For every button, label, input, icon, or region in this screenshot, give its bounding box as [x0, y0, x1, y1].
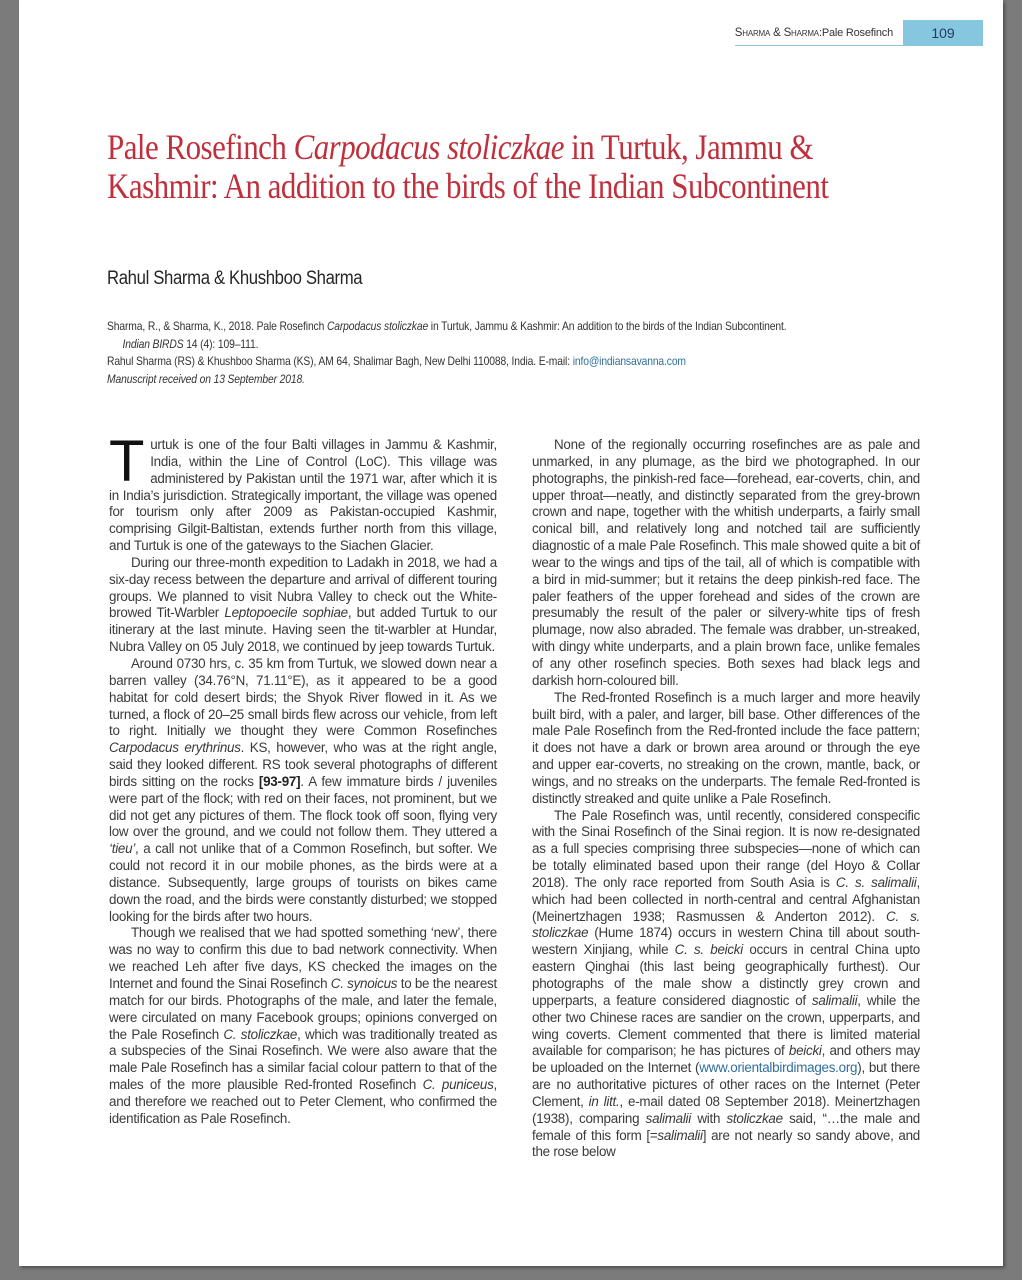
paragraph: During our three-month expedition to Ladakh in 2018, we had a six-day recess between the departure and arrival of different touring groups. We planned to visit Nubra Valley to check out the White-browed Tit-Warbler Leptopoecile sophiae, but added Turtuk to our itinerary at the last minute. Having seen the tit-warbler at Hundar, Nubra Valley on 05 July 2018, we continued by jeep towards Turtuk.: [109, 554, 497, 655]
manuscript-received: Manuscript received on 13 September 2018.: [107, 371, 305, 386]
article-authors: Rahul Sharma & Khushboo Sharma: [107, 268, 363, 289]
paragraph: The Pale Rosefinch was, until recently, considered conspecific with the Sinai Rosefinch of the Sinai region. It is now re-designated as a full species comprising three subspecies—none of which can be totally eliminated based upon their range (del Hoyo & Collar 2018). The only race reported from South Asia is C. s. salimalii, which had been collected in north-central and central Afghanistan (Meinertzhagen 1938; Rasmussen & Anderton 2012). C. s. stoliczkae (Hume 1874) occurs in western China till about south-western Xinjiang, while C. s. beicki occurs in central China upto eastern Qinghai (this last being geographically furthest). Our photographs of the male show a distinctly grey crown and upperparts, a feature considered diagnostic of salimalii, while the other two Chinese races are sandier on the crown, upperparts, and wing coverts. Clement commented that there is limited material available for comparison; he has pictures of beicki, and others may be uploaded on the Internet (www.orientalbirdimages.org), but there are no authoritative pictures of other races on the Internet (Peter Clement, in litt., e-mail dated 08 September 2018). Meinertzhagen (1938), comparing salimalii with stoliczkae said, “…the male and female of this form [=salimalii] are not nearly so sandy above, and the rose below: [532, 807, 921, 1160]
page-number: 109: [903, 20, 983, 46]
article-title: Pale Rosefinch Carpodacus stoliczkae in Turtuk, Jammu & Kashmir: An addition to the birds of the Indian Subcontinent: [107, 127, 829, 206]
paragraph: The Red-fronted Rosefinch is a much larger and more heavily built bird, with a paler, and larger, bill base. Other differences of the male Pale Rosefinch from the Red-fronted include the face pattern; it does not have a dark or brown area around or through the eye and upper ear-coverts, no streaking on the crown, mantle, back, or wings, and no streaks on the underparts. The female Red-fronted is distinctly streaked and quite unlike a Pale Rosefinch.: [532, 689, 920, 806]
citation-block: [107, 318, 881, 388]
running-head-title: Sharma & Sharma : Pale Rosefinch: [735, 20, 903, 46]
species-name: Carpodacus stoliczkae: [293, 127, 564, 167]
author-address: Rahul Sharma (RS) & Khushboo Sharma (KS), AM 64, Shalimar Bagh, New Delhi 110088, India. E-mail: info@indiansavanna.com: [107, 354, 686, 369]
paragraph: Turtuk is one of the four Balti villages in Jammu & Kashmir, India, within the Line of Control (LoC). This village was administered by Pakistan until the 1971 war, after which it is in India’s jurisdiction. Strategically important, the village was opened for tourism only after 2009 as Pakistan-occupied Kashmir, comprising Gilgit-Baltistan, extends further north from this village, and Turtuk is one of the gateways to the Siachen Glacier.: [109, 429, 497, 554]
journal-page: [19, 0, 1003, 1266]
running-head-authors: Sharma & Sharma: [734, 26, 819, 39]
paragraph: None of the regionally occurring rosefinches are as pale and unmarked, in any plumage, as the bird we photographed. In our photographs, the pinkish-red face—forehead, ear-coverts, chin, and upper throat—neatly, and distinctly separated from the grey-brown crown and nape, together with the whitish underparts, a fairly small conical bill, and relatively long and notched tail are sufficiently diagnostic of a male Pale Rosefinch. This male showed quite a bit of wear to the wings and tips of the tail, all of which is compatible with a bird in mid-summer; but it retains the deep pinkish-red face. The paler feathers of the upper forehead and sides of the crown are presumably the result of the paler or silvery-white tips of fresh plumage, now also abraded. The female was drabber, un-streaked, with dingy white underparts, and a plain brown face, unlike females of any other rosefinch species. Both sexes had black legs and darkish horn-coloured bill.: [532, 437, 920, 688]
paragraph: Though we realised that we had spotted something ‘new’, there was no way to confirm this due to bad network connectivity. When we reached Leh after five days, KS checked the images on the Internet and found the Sinai Rosefinch C. synoicus to be the nearest match for our birds. Photographs of the male, and later the female, were circulated on many Facebook groups; opinions converged on the Pale Rosefinch C. stoliczkae, which was traditionally treated as a subspecies of the Sinai Rosefinch. We were also aware that the male Pale Rosefinch has a similar facial colour pattern to that of the males of the more plausible Red-fronted Rosefinch C. puniceus, and therefore we reached out to Peter Clement, who confirmed the identification as Pale Rosefinch.: [109, 925, 498, 1126]
body-column-left: [109, 429, 498, 1128]
citation-reference: Sharma, R., & Sharma, K., 2018. Pale Rosefinch Carpodacus stoliczkae in Turtuk, Jammu & Kashmir: An addition to the birds of the Indian Subcontinent.: [107, 319, 787, 333]
citation-journal: Indian BIRDS 14 (4): 109–111.: [122, 336, 259, 351]
figure-reference: [93-97]: [258, 773, 301, 789]
body-column-right: [532, 437, 920, 1161]
drop-cap: T: [109, 429, 145, 494]
paragraph: Around 0730 hrs, c. 35 km from Turtuk, we slowed down near a barren valley (34.76°N, 71.11°E), as it appeared to be a good habitat for cold desert birds; the Shyok River flowed in it. As we turned, a flock of 20–25 small birds flew across our vehicle, from left to right. Initially we thought they were Common Rosefinches Carpodacus erythrinus. KS, however, who was at the right angle, said they looked different. RS took several photographs of different birds sitting on the rocks [93-97]. A few immature birds / juveniles were part of the flock; with red on their faces, not prominent, but we did not get any pictures of them. The flock took off soon, flying very low over the ground, and we could not follow them. They uttered a ‘tieu’, a call not unlike that of a Common Rosefinch, but softer. We could not record it in our mobile phones, as the birds were at a distance. Subsequently, large groups of tourists on bikes came down the road, and the birds were constantly disturbed; we stopped looking for the birds after two hours.: [109, 655, 497, 924]
website-link[interactable]: www.orientalbirdimages.org: [699, 1060, 858, 1076]
running-head-short-title: Pale Rosefinch: [821, 26, 893, 39]
running-head: [735, 20, 983, 46]
email-link[interactable]: info@indiansavanna.com: [572, 354, 686, 369]
